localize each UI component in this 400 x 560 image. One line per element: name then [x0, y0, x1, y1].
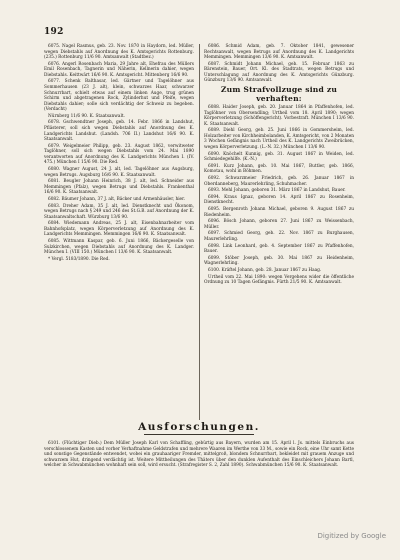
notice-entry: 6092. Schwarzmeier Friedrich, geb. 26. Januar 1867 in Oberdanneberg, Maurerlehrling, Schuhmacher. [204, 175, 354, 187]
notice-entry: 6095. Bergenroth Johann Michael, geboren 9. August 1867 zu Riedenheim. [204, 206, 354, 218]
notice-entry: 6080. Wagner August, 24 J. alt, led. Tagelöhner aus Augsburg, wegen Betrugs. Augsburg 16/6 90. K. Staatsanwalt. [44, 167, 194, 178]
heading-rule [144, 434, 254, 435]
notice-entry: Urtheil vom 22. Mai 1890: wegen Vergehens wider die öffentliche Ordnung zu 10 Tagen Gefängnis. Fürth 21/5 90. K. Amtsanwalt. [204, 274, 354, 286]
notice-entry: 6099. Stöber Joseph, geb. 30. Mai 1867 zu Heidenheim, Wagnerlehrling. [204, 255, 354, 267]
notice-entry: 6090. Knöchelt Kunnig, geb. 31. August 1867 in Weiden, led. Schmiedegehilfe. (K.-N.) [204, 151, 354, 163]
notice-entry: 6096. Bösch Johann, geboren 27. Juni 1867 zu Weissenbach, Müller. [204, 219, 354, 230]
page-number: 192 [44, 27, 64, 37]
left-column [44, 44, 194, 419]
notice-entry: 6089. Diehl Georg, geb. 25. Juni 1866 in Gommersheim, led. Holzarbeiter von Kirchheimbolanden, K. Amtsgericht, von 2 Monaten 3 Wochen Gefängnis nach Urtheil des K. Landgerichts Zweibrücken, wegen Körperverletzung. (L.-N. 32.) München I 13/6 90. [204, 128, 354, 150]
right-column [204, 44, 354, 419]
notice-entry: 6084. Wiedemann Andreas, 25 J. alt, Eisenbahnarbeiter vom Bahnhofsplatz, wegen Körperverletzung auf Anordnung des K. Landgerichts Memmingen. Memmingen 16/6 90. K. Staatsanwalt. [44, 221, 194, 238]
digitization-watermark: Digitized by Google [317, 532, 386, 540]
notice-entry: 6091. Kurz Johann, geb. 10. Mai 1867, Buttler, geb. 1866, Komotau, wohl in Böhmen. [204, 163, 354, 175]
notice-entry: 6098. Link Leonhard, geb. 4. September 1867 zu Pfaffenhofen, Bauer. [204, 243, 354, 255]
notice-entry: 6085. Wittmann Kaspar, geb. 6. Juni 1866, Bäckergeselle von Sulzkirchen, wegen Diebstahls auf Anordnung des K. Landger. München I. (VIII 150.) München I 13/6 90. K. Staatsanwalt. [44, 239, 194, 256]
notice-entry: 6087. Schmidt Johann Michael, geb. 15. Februar 1863 zu Bärenstein, Bauer, Ort. Kl. des Stadtrats, wegen Betrugs und Unterschlagung auf Anordnung des K. Amtsgerichts Günzburg. Günzburg 13/6 90. Amtsanwalt. [204, 61, 354, 84]
notice-entry: 6077. Schenk Balthasar, led. Gärtner und Tagelöhner aus Sommerhausen (23 J. alt), klein, schwarzes Haar, schwarzer Schnurrbart, schielt etwas auf einem linken Auge, trug grünen Schirm und abgetragenen Rock, Zylinderhut und Pfeife, wegen Diebstahls dahier; solle sich verdächtig der Schweiz zu begeben. (Verdacht) [44, 79, 194, 113]
notice-entry: Nürnberg 11/6 90. K. Staatsanwalt. [48, 113, 125, 119]
notice-entry: 6093. Mehl Johann, geboren 31. März 1867 in Landshut, Bauer. [208, 188, 346, 194]
notice-entry: 6075. Nagel Rasmus, geb. 23. Nov. 1870 in Haydorn, led. Müller, wegen Diebstahls auf Anordnung des K. Amtsgerichts Rottenburg. (235.) Rottenburg 11/6 90. Amtsanwalt (Stadtbez.) [44, 44, 194, 61]
notice-entry: 6082. Bäumer Johann, 37 J. alt, Bäcker und Armenhäusler, hier. [48, 196, 185, 202]
notice-entry: 6100. Kräftel Johann, geb. 28. Januar 1867 zu Haag. [208, 267, 322, 273]
section-heading: Zum Strafvollzuge sind zu verhaften: [220, 85, 338, 104]
notice-entry: 6088. Haider Joseph, geb. 20. Januar 1864 in Pfaffenhofen, led. Taglöhner von Obersendling; Urtheil vom 18. April 1890; wegen Körperverletzung (Schöffengericht). Vorbestraft. München I 13/6 90. K. Staatsanwalt. [204, 105, 354, 127]
notice-entry-wide: 6101. (Flüchtiger Dieb.) Dem Müller Joseph Karl von Schaffling, gebürtig aus Bayern, wurden am 15. April l. Js. mittels Einbruchs aus verschlossenem Kasten und vorher Verhaftnahme Geldstrafen und mehrere Waaren im Werthe von 33 M., sowie ein Rock, eine Uhr samt Kette und sonstige Gegenstände entwendet, wobei ein grauhaariger Fremder, mittelgroß, blondem Schnurrbart, bekleidet mit grauem Anzuge und schwarzem Hut, dringend verdächtig ist. Weitere Mittheilungen des Thäters über den dunklen Aufenthalt des Einschleichers Johann Bartl, welcher in Schwabmünchen wohnhaft sein soll, wird ersucht. (Strafregister S. 2, Zahl 1890). Schwabmünchen 15/6 90. K. Staatsanwalt. [44, 441, 354, 469]
section-heading-ausforschungen: Ausforschungen. [138, 421, 260, 433]
notice-entry: 6081. Beugler Johann Heinrich, 38 J. alt, led. Schneider aus Memmingen (Pfalz), wegen Betrugs und Diebstahls. Frankenthal 16/6 90. K. Staatsanwalt. [44, 179, 194, 196]
notice-entry: 6094. Kraus Ignaz, geboren 14. April 1867 zu Rosenheim, Dienstknecht. [204, 194, 354, 206]
notice-entry: 6078. Gschwendtner Joseph, geb. 14. Febr. 1866 in Landshut, Pflästerer, soll sich wegen Diebstahls auf Anordnung des K. Landgerichts Landshut. (Landsh. 706 II.) Landshut 16/6 90. K. Staatsanwalt. [44, 120, 194, 143]
notice-entry: 6083. Dreher Adam, 35 J. alt, led. Dienstknecht und Ökonom, wegen Betrugs nach § 249 und 246 des St.G.B. auf Anordnung der K. Staatsanwaltschaft. Würzburg 13/6 90. [44, 203, 194, 220]
notice-entry: 6097. Schmied Georg, geb. 22. Nov. 1867 zu Burghausen, Maurerlehrling. [204, 231, 354, 242]
notice-entry: 6086. Schmid Adam, geb. 7. Oktober 1841, gewesener Rechtsanwalt, wegen Betrugs auf Anordnung des K. Landgerichts Memmingen. Memmingen 13/6 90. K. Amtsanwalt. [204, 44, 354, 61]
column-divider [199, 44, 200, 420]
notice-entry: 6076. Angerl Rosenbach Maria, 29 Jahre alt, Ehefrau des Müllers Emil Rosenbach, Tagnerin und Näherin, Kellnerin dahier, wegen Diebstahls. Keittwärt 16/6 90. K. Amtsgericht. Mittenberg 16/6 90. [44, 61, 194, 78]
notice-entry: 6079. Weigelmeier Philipp, geb. 23. August 1862, verwitweter Taglöhner, soll sich wegen Diebstahls vom 24. Mai 1890 verantworten auf Anordnung des K. Landgerichts München I. (IV. 475.) München I 15/6 90. Die Red. [44, 143, 194, 166]
notice-footnote: * Vergl. 5183/1890. Die Red. [48, 256, 110, 262]
